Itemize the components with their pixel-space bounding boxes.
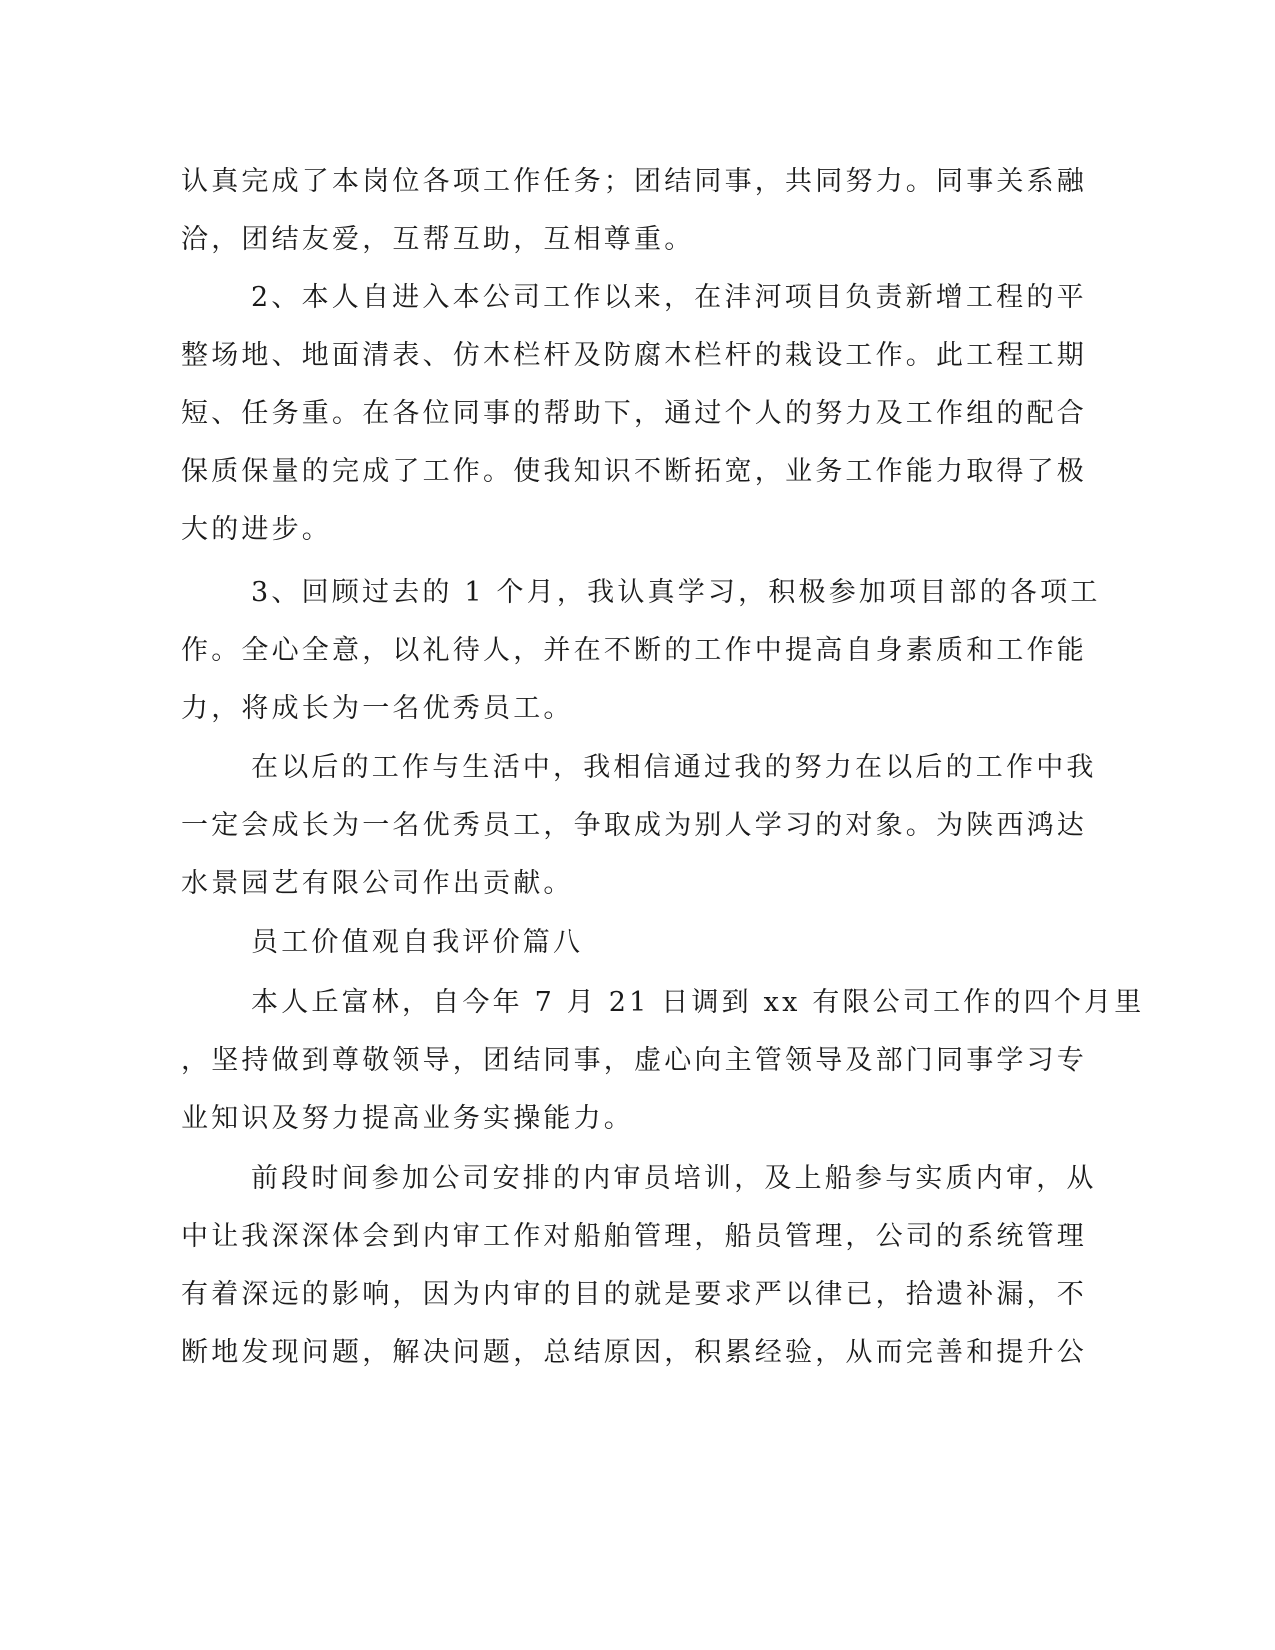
text-line: 作。全心全意，以礼待人，并在不断的工作中提高自身素质和工作能 (181, 635, 1087, 666)
text-line: 整场地、地面清表、仿木栏杆及防腐木栏杆的栽设工作。此工程工期 (181, 340, 1087, 371)
text-line: 洽，团结友爱，互帮互助，互相尊重。 (181, 224, 695, 255)
paragraph-first-line: 本人丘富林，自今年 7 月 21 日调到 xx 有限公司工作的四个月里 (251, 987, 1145, 1018)
text-line: 一定会成长为一名优秀员工，争取成为别人学习的对象。为陕西鸿达 (181, 810, 1087, 841)
text-line: 断地发现问题，解决问题，总结原因，积累经验，从而完善和提升公 (181, 1337, 1087, 1368)
paragraph-first-line: 3、回顾过去的 1 个月，我认真学习，积极参加项目部的各项工 (251, 577, 1101, 608)
paragraph-first-line: 前段时间参加公司安排的内审员培训，及上船参与实质内审，从 (251, 1163, 1097, 1194)
text-line: 业知识及努力提高业务实操能力。 (181, 1103, 634, 1134)
text-line: 中让我深深体会到内审工作对船舶管理，船员管理，公司的系统管理 (181, 1221, 1087, 1252)
paragraph-first-line: 2、本人自进入本公司工作以来，在沣河项目负责新增工程的平 (251, 282, 1087, 313)
text-line: 大的进步。 (181, 514, 332, 545)
text-line: 认真完成了本岗位各项工作任务；团结同事，共同努力。同事关系融 (181, 166, 1087, 197)
text-line: 保质保量的完成了工作。使我知识不断拓宽，业务工作能力取得了极 (181, 456, 1087, 487)
text-line: 水景园艺有限公司作出贡献。 (181, 868, 574, 899)
text-line: ，坚持做到尊敬领导，团结同事，虚心向主管领导及部门同事学习专 (181, 1045, 1087, 1076)
text-line: 有着深远的影响，因为内审的目的就是要求严以律已，拾遗补漏，不 (181, 1279, 1087, 1310)
paragraph-first-line: 在以后的工作与生活中，我相信通过我的努力在以后的工作中我 (251, 752, 1097, 783)
text-line: 力，将成长为一名优秀员工。 (181, 693, 574, 724)
section-heading: 员工价值观自我评价篇八 (251, 927, 584, 958)
text-line: 短、任务重。在各位同事的帮助下，通过个人的努力及工作组的配合 (181, 398, 1087, 429)
